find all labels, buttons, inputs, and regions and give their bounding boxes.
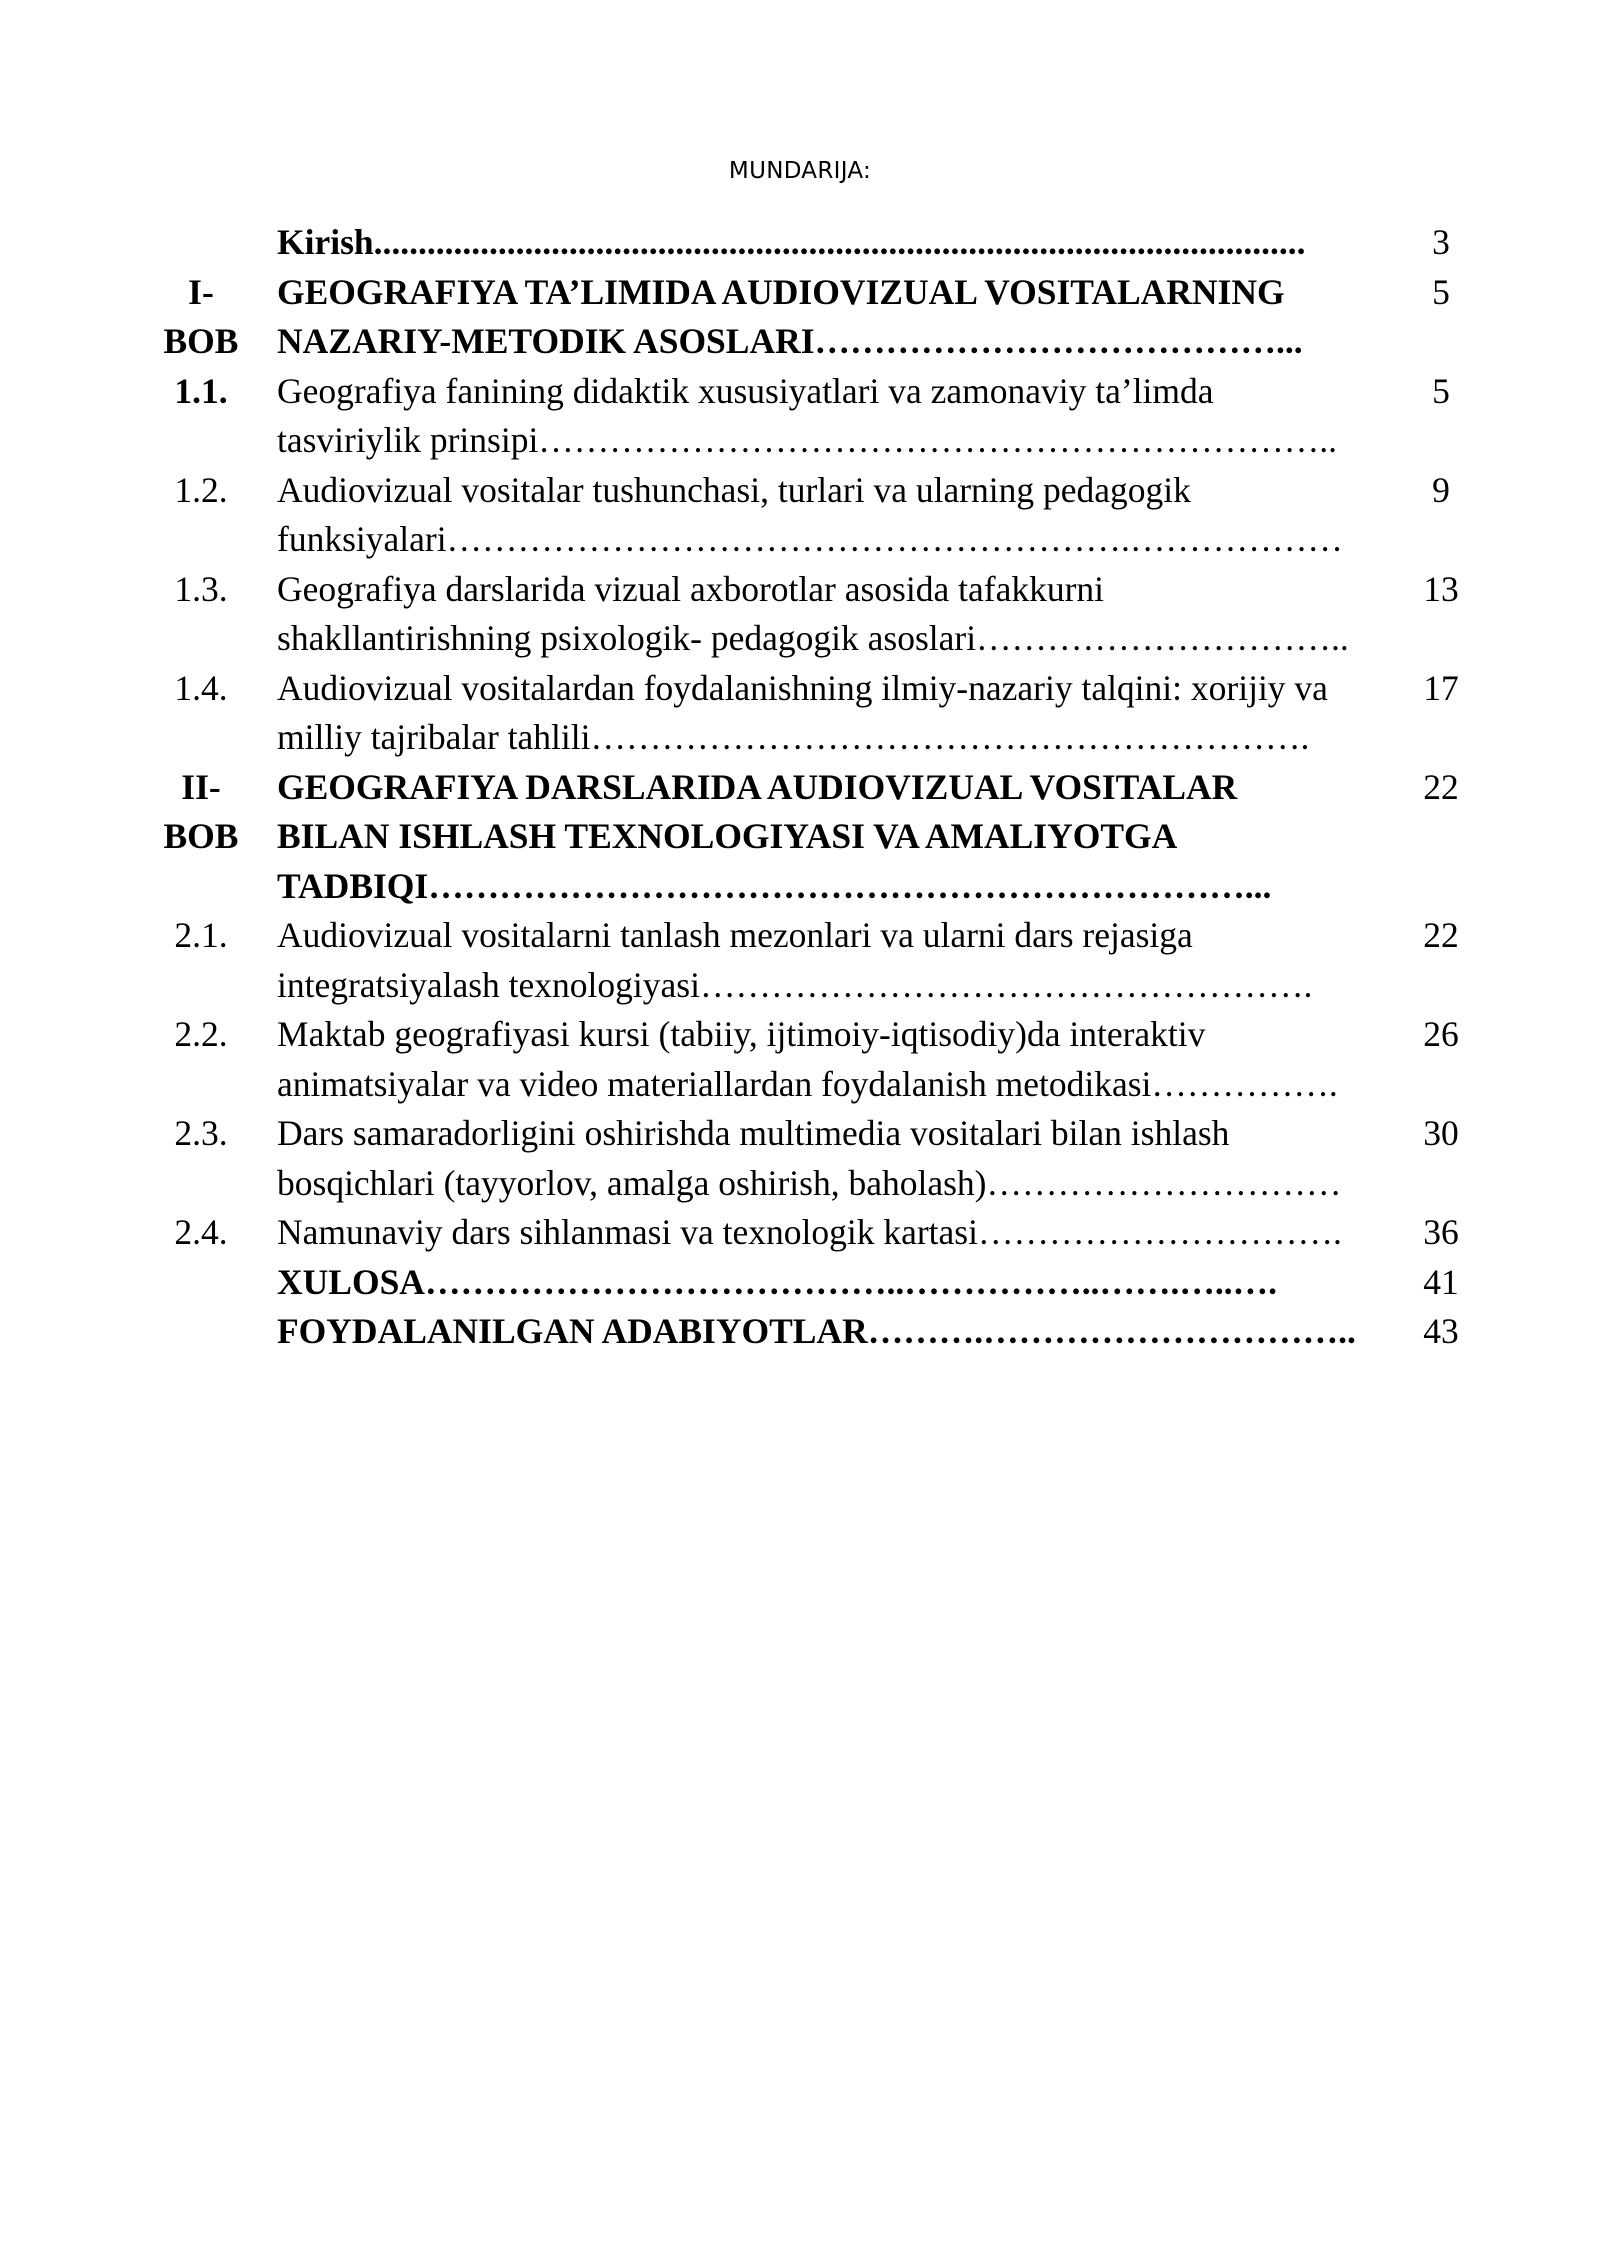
toc-entry-title xyxy=(247,763,1392,912)
toc-entry-title-line: Namunaviy dars sihlanmasi va texnologik kartasi…………………………. xyxy=(277,1212,1342,1252)
toc-entry-title-line: XULOSA…………………………………..……………..…….…..…. xyxy=(277,1261,1277,1302)
toc-entry-title xyxy=(247,466,1392,565)
toc-entry-title-line: funksiyalari………………………………………………….……………… xyxy=(277,519,1343,559)
toc-entry-number-line: BOB xyxy=(163,321,239,361)
toc-entry-title-line: animatsiyalar va video materiallardan foydalanish metodikasi……………. xyxy=(277,1063,1338,1104)
toc-entry-page-number: 41 xyxy=(1423,1261,1459,1302)
toc-entry-number-line: I- xyxy=(188,271,214,312)
toc-entry-title-line: bosqichlari (tayyorlov, amalga oshirish, baholash)………………………… xyxy=(277,1162,1342,1203)
toc-entry-number xyxy=(155,1307,247,1357)
toc-entry-number-line: 2.3. xyxy=(174,1113,228,1153)
toc-entry-page-number: 26 xyxy=(1423,1014,1459,1054)
toc-entry-number-line: 1.2. xyxy=(174,469,228,510)
toc-entry xyxy=(155,664,1490,763)
toc-entry-title-line: Dars samaradorligini oshirishda multimedia vositalari bilan ishlash xyxy=(277,1113,1230,1153)
toc-entry-title xyxy=(247,1258,1392,1308)
toc-entry-page-number: 17 xyxy=(1423,667,1459,708)
toc-entry-title xyxy=(247,1010,1392,1109)
toc-entry-number-line: 2.4. xyxy=(174,1212,228,1252)
toc-entry xyxy=(155,268,1490,367)
toc-entry-number-line: 2.2. xyxy=(174,1014,228,1054)
toc-entry-page-number: 30 xyxy=(1423,1113,1459,1153)
toc-entry xyxy=(155,565,1490,664)
toc-entry-title-line: Maktab geografiyasi kursi (tabiiy, ijtimoiy-iqtisodiy)da interaktiv xyxy=(277,1014,1206,1054)
toc-entry xyxy=(155,911,1490,1010)
toc-entry-title-line: Kirish......................................................................................................... xyxy=(277,222,1306,262)
toc-entry-title-line: milliy tajribalar tahlili……………………………………………………. xyxy=(277,717,1310,757)
toc-entry-title-line: GEOGRAFIYA DARSLARIDA AUDIOVIZUAL VOSITALAR xyxy=(277,766,1238,807)
toc-entry-page-number: 22 xyxy=(1423,915,1459,955)
toc-entry-title xyxy=(247,1307,1392,1357)
toc-entry-title-line: Geografiya darslarida vizual axborotlar asosida tafakkurni xyxy=(277,568,1105,609)
toc-entry-title xyxy=(247,664,1392,763)
toc-entry-title xyxy=(247,911,1392,1010)
toc-entry-title xyxy=(247,218,1392,268)
toc-entry-page-number: 5 xyxy=(1432,271,1450,312)
toc-entry-number-line: II- xyxy=(181,766,221,807)
toc-entry-title-line: GEOGRAFIYA TA’LIMIDA AUDIOVIZUAL VOSITALARNING xyxy=(277,271,1285,312)
toc-entry-title-line: shakllantirishning psixologik- pedagogik asoslari………………………….. xyxy=(277,618,1349,658)
toc-entry xyxy=(155,1258,1490,1308)
toc-entry-number xyxy=(155,218,247,268)
toc-entry-number xyxy=(155,664,247,763)
toc-entry-title-line: tasviriylik prinsipi………………………………………………………….. xyxy=(277,420,1338,460)
toc-entry-page-number: 3 xyxy=(1432,222,1450,262)
toc-entry-title-line: Audiovizual vositalar tushunchasi, turlari va ularning pedagogik xyxy=(277,469,1191,510)
toc-entry xyxy=(155,1208,1490,1258)
toc-entry-number xyxy=(155,466,247,565)
toc-entry-number-line: 1.3. xyxy=(174,568,228,609)
toc-entry-title-line: FOYDALANILGAN ADABIYOTLAR……….………………………….. xyxy=(277,1311,1356,1351)
toc-entry-number xyxy=(155,268,247,367)
toc-entry-title xyxy=(247,367,1392,466)
toc-entry-title-line: integratsiyalash texnologiyasi……………………………………………. xyxy=(277,964,1313,1005)
toc-entry-title-line: Audiovizual vositalarni tanlash mezonlari va ularni dars rejasiga xyxy=(277,915,1193,955)
toc-entry-title xyxy=(247,1208,1392,1258)
toc-entry-page-number: 36 xyxy=(1423,1212,1459,1252)
toc-entry-number xyxy=(155,565,247,664)
toc-entry-title-line: BILAN ISHLASH TEXNOLOGIYASI VA AMALIYOTGA xyxy=(277,816,1178,856)
toc-entry-number xyxy=(155,1258,247,1308)
toc-entry xyxy=(155,1307,1490,1357)
toc-entry-number xyxy=(155,1010,247,1109)
toc-entry-page-number: 43 xyxy=(1423,1311,1459,1351)
toc-entry-title xyxy=(247,268,1392,367)
toc-entry-title-line: NAZARIY-METODIK ASOSLARI…………………………………... xyxy=(277,321,1303,361)
toc-entry-number xyxy=(155,911,247,1010)
toc-entry-page-number: 5 xyxy=(1432,370,1450,411)
toc-entry-title xyxy=(247,1109,1392,1208)
toc-entry xyxy=(155,466,1490,565)
toc-entry-number-line: 2.1. xyxy=(174,915,228,955)
toc-entry-title-line: Audiovizual vositalardan foydalanishning ilmiy-nazariy talqini: xorijiy va xyxy=(277,667,1328,708)
toc-entry-title-line: Geografiya fanining didaktik xususiyatlari va zamonaviy ta’limda xyxy=(277,370,1214,411)
toc-entry-page-number: 13 xyxy=(1423,568,1459,609)
table-of-contents xyxy=(155,218,1490,1357)
toc-entry-number-line: 1.4. xyxy=(174,667,228,708)
toc-entry-page-number: 9 xyxy=(1432,469,1450,510)
toc-entry xyxy=(155,367,1490,466)
toc-entry-number-line: 1.1. xyxy=(174,370,228,411)
toc-entry-number xyxy=(155,763,247,912)
toc-entry xyxy=(155,1010,1490,1109)
toc-entry-number xyxy=(155,367,247,466)
page-title: MUNDARIJA: xyxy=(728,158,872,184)
toc-entry-title xyxy=(247,565,1392,664)
toc-entry-number xyxy=(155,1208,247,1258)
toc-entry-number xyxy=(155,1109,247,1208)
toc-entry xyxy=(155,763,1490,912)
toc-entry-title-line: TADBIQI……………………………………………………………... xyxy=(277,865,1272,906)
toc-entry xyxy=(155,218,1490,268)
toc-entry-page-number: 22 xyxy=(1423,766,1459,807)
toc-entry-number-line: BOB xyxy=(163,816,239,856)
toc-entry xyxy=(155,1109,1490,1208)
